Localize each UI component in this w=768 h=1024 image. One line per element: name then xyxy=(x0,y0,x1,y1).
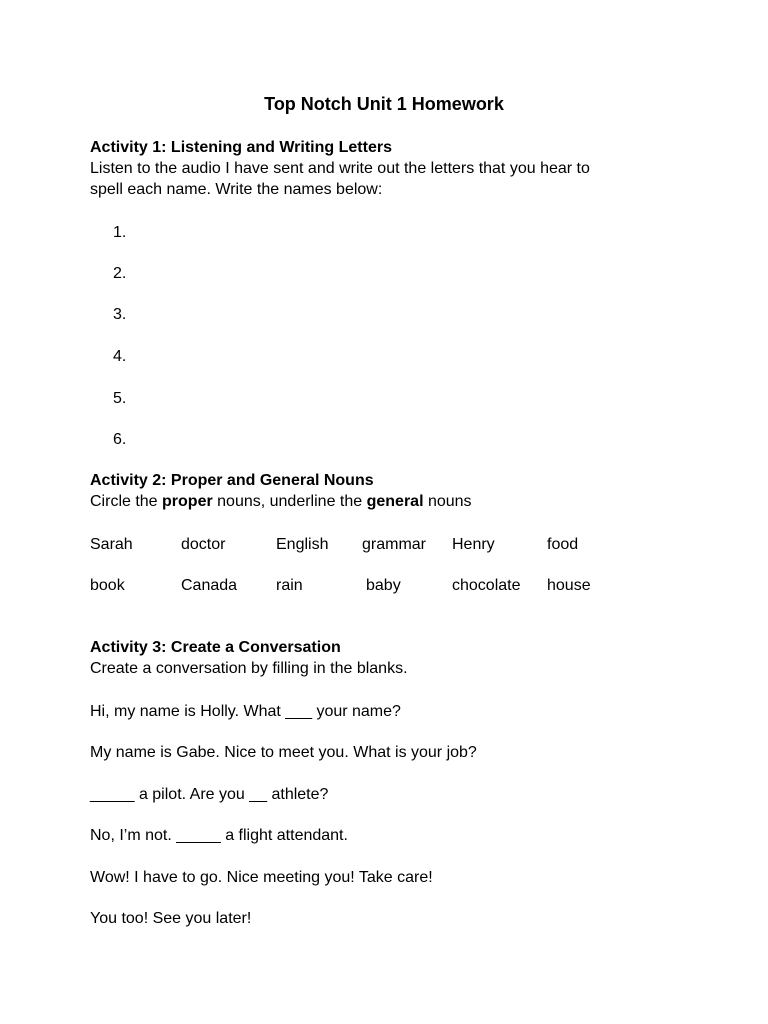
noun-word: Henry xyxy=(452,536,495,553)
conversation-line: My name is Gabe. Nice to meet you. What is your job? xyxy=(90,744,477,761)
activity1-instructions-line1: Listen to the audio I have sent and write out the letters that you hear to xyxy=(90,160,590,177)
conversation-line: Hi, my name is Holly. What ___ your name? xyxy=(90,703,401,720)
noun-word: baby xyxy=(366,577,401,594)
activity1-heading: Activity 1: Listening and Writing Letters xyxy=(90,139,392,156)
noun-word: book xyxy=(90,577,125,594)
answer-number-1: 1. xyxy=(113,224,127,241)
activity3-heading: Activity 3: Create a Conversation xyxy=(90,639,341,656)
instruction-text: nouns, underline the xyxy=(212,493,367,510)
noun-word: chocolate xyxy=(452,577,521,594)
conversation-line: You too! See you later! xyxy=(90,910,252,927)
instruction-keyword-general: general xyxy=(366,493,424,510)
noun-word: house xyxy=(547,577,591,594)
answer-number-3: 3. xyxy=(113,306,127,323)
answer-number-4: 4. xyxy=(113,348,127,365)
noun-word: food xyxy=(547,536,579,553)
answer-number-6: 6. xyxy=(113,431,127,448)
noun-word: English xyxy=(276,536,329,553)
conversation-line: _____ a pilot. Are you __ athlete? xyxy=(90,786,329,803)
activity2-heading: Activity 2: Proper and General Nouns xyxy=(90,472,374,489)
instruction-text: Circle the xyxy=(90,493,163,510)
activity2-instructions xyxy=(90,492,472,512)
instruction-text: nouns xyxy=(423,493,472,510)
page-title: Top Notch Unit 1 Homework xyxy=(264,94,504,114)
instruction-keyword-proper: proper xyxy=(162,493,213,510)
noun-word: doctor xyxy=(181,536,226,553)
answer-number-2: 2. xyxy=(113,265,127,282)
answer-number-5: 5. xyxy=(113,390,127,407)
conversation-line: No, I’m not. _____ a flight attendant. xyxy=(90,827,348,844)
noun-word: Sarah xyxy=(90,536,133,553)
noun-word: grammar xyxy=(362,536,427,553)
noun-word: Canada xyxy=(181,577,238,594)
activity1-instructions-line2: spell each name. Write the names below: xyxy=(90,181,383,198)
noun-word: rain xyxy=(276,577,303,594)
conversation-line: Wow! I have to go. Nice meeting you! Take care! xyxy=(90,869,433,886)
activity3-instructions: Create a conversation by filling in the blanks. xyxy=(90,660,408,677)
